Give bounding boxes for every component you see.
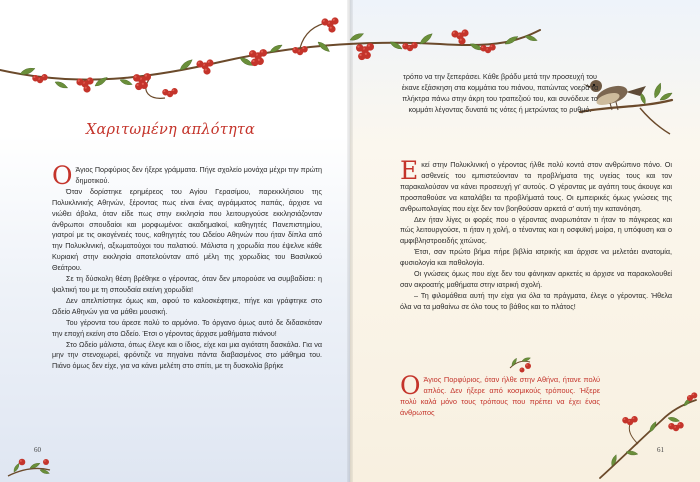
- page-number-left: 60: [34, 446, 41, 454]
- right-top-paragraph: τρόπο να την ξεπεράσει. Κάθε βράδυ μετά την προσευχή του έκανε εξάσκηση στα κομμάτια του πιάνου, πατώντας νοερά τα πλήκτρα πάνω στην άκρη του τραπεζιού του, και συνόδευε το κομμάτι λέγοντας δυνατά τις νότες ή μετρώντας το ρυθμό.: [401, 72, 599, 114]
- drop-cap: Ο: [400, 371, 421, 400]
- right-paragraph: Έτσι, σαν πρώτο βήμα πήρε βιβλία ιατρικής και άρχισε να μελετάει ανατομία, φυσιολογία και παθολογία.: [400, 247, 672, 268]
- left-paragraph: Δεν απελπίστηκε όμως και, αφού το καλοσκέφτηκε, πήγε και γράφτηκε στο Ωδείο Αθηνών για να μάθει μουσική.: [52, 295, 322, 316]
- drop-cap: Ο: [52, 161, 73, 190]
- closing-paragraph: Ο Άγιος Πορφύριος, όταν ήλθε στην Αθήνα, ήτανε πολύ απλός. Δεν ήξερε από κοσμικούς τρόπους. Ήξερε πολύ καλά μόνο τους τρόπους που πρέπει να έχει ένας άνθρωπος: [400, 371, 600, 417]
- left-paragraph: Ο Άγιος Πορφύριος δεν ήξερε γράμματα. Πήγε σχολείο μονάχα μέχρι την πρώτη δημοτικού.: [52, 161, 322, 190]
- right-paragraph: Εκεί στην Πολυκλινική ο γέροντας ήλθε πολύ κοντά στον ανθρώπινο πόνο. Οι ασθενείς του εμπιστεύονταν τα προβλήματα της υγείας τους και τον παρακαλούσαν να κάνει προσευχή γι' αυτούς. Ο γέροντας με αγάπη τους άκουγε και προσπαθούσε να καταλάβει τα προβλήματά τους. Οι εμπειρικές όμως γνώσεις της ανθρωπολογίας που είχε δεν τον βοηθούσαν αρκετά σ' αυτή την κατανόηση.: [400, 156, 672, 213]
- left-text-column: [52, 161, 322, 372]
- right-paragraph: – Τη φιλομάθεια αυτή την είχα για όλα τα πράγματα, έλεγε ο γέροντας. Ήθελα όλα να τα μαθαίνω σε όλο τους το βάθος και το πλάτος!: [400, 290, 672, 311]
- left-paragraph: Στο Ωδείο μάλιστα, όπως έλεγε και ο ίδιος, είχε και μια αγιότατη δασκάλα. Για να μην την στενοχωρεί, φρόντιζε να πηγαίνει πάντα διαβασμένος στο μάθημα του. Πιάνο όμως δεν είχε, για να κάνει μελέτη στο σπίτι, με τη δυσκολία βρήκε: [52, 339, 322, 371]
- drop-cap: Ε: [400, 156, 419, 185]
- page-number-right: 61: [657, 446, 664, 454]
- right-paragraph: Οι γνώσεις όμως που είχε δεν του φάνηκαν αρκετές κι άρχισε να παρακολουθεί σαν ακροατής μαθήματα στην ιατρική σχολή.: [400, 269, 672, 289]
- chapter-title: Χαριτωμένη απλότητα: [86, 122, 256, 138]
- left-paragraph: Όταν δορίστηκε ερημέρεος του Αγίου Γερασίμου, παρεκκλήσιου της Πολυκλινικής Αθηνών, ξέροντας πως είναι ένας αγράμματος παπάς, άρχισε να νιώθει άβολα, όταν είδε πως στην εκκλησία που λειτουργούσε εκκλησιάζονταν άνθρωποι σπουδαίοι και μορφωμένοι: ακαδημαϊκοί, καθηγητές Πανεπιστημίου, γιατροί με τις οικογένειές τους, καθηγητές του Ωδείου Αθηνών που ήταν δίπλα από την Πολυκλινική, αξιωματούχοι του παλατιού. Μάλιστα η χορωδία που έψελνε κάθε Κυριακή στην εκκλησία αποτελούνταν από μέλη της χορωδίας του Βασιλικού Θεάτρου.: [52, 186, 322, 273]
- bottom-left-branch-illustration: [8, 459, 50, 476]
- left-paragraph: Σε τη δύσκολη θέση βρέθηκε ο γέροντας, όταν δεν μπορούσε να συμβαδίσει: η ψαλτική του με τη σπουδαία εκείνη χορωδία!: [52, 274, 322, 294]
- right-text-column: [400, 156, 672, 313]
- left-paragraph: Του γέροντα του άρεσε πολύ το αρμόνιο. Το όργανο όμως αυτό δε διδασκόταν την εποχή εκείνη στο Ωδείο. Έτσι ο γέροντας άρχισε μαθήματα πιάνου!: [52, 317, 322, 338]
- right-paragraph: Δεν ήταν λίγες οι φορές που ο γέροντας αναρωτιόταν τι ήταν το πάγκρεας και πώς λειτουργούσε, τι ήταν η χολή, ο τένοντας και η οσφυϊκή μοίρα, η υπόφυση και ο αμφιβληστροειδής χιτώνας.: [400, 214, 672, 246]
- berry-sprig-illustration: [510, 357, 531, 373]
- bottom-right-branch-illustration: [600, 392, 697, 478]
